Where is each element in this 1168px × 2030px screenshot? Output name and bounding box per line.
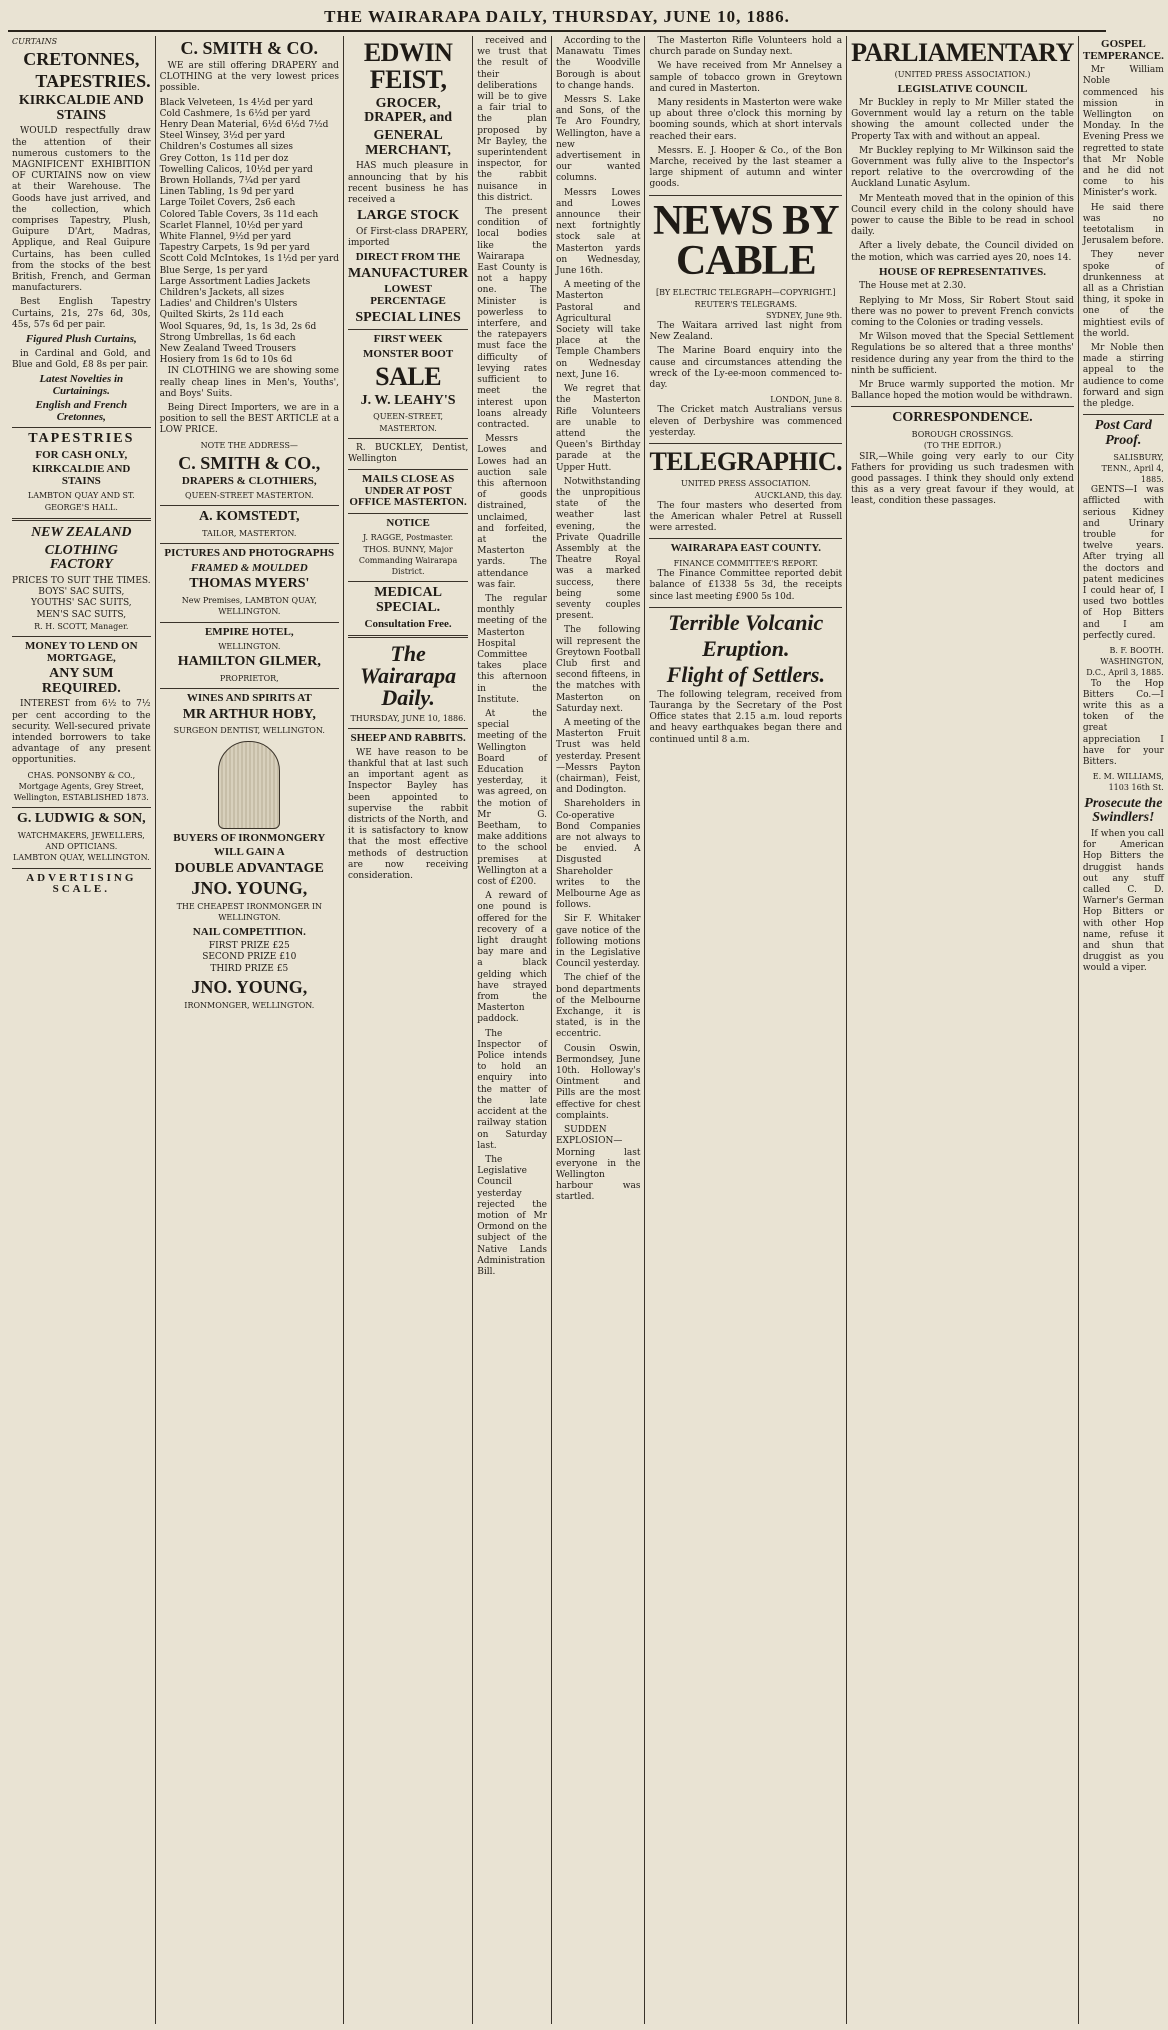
nz-heading: NEW ZEALAND bbox=[31, 524, 132, 540]
clothing-factory-heading: CLOTHING FACTORY bbox=[44, 542, 118, 573]
double-advantage-heading: DOUBLE ADVANTAGE bbox=[174, 860, 324, 876]
hoby-heading: MR ARTHUR HOBY, bbox=[182, 706, 316, 722]
merchant-heading: GENERAL MERCHANT, bbox=[365, 127, 451, 158]
article: Mr Menteath moved that in the opinion of this Council every child in the colony should have power to cause the Bible to be read in school daily. bbox=[851, 193, 1074, 238]
wines-heading: WINES AND SPIRITS AT bbox=[186, 692, 312, 705]
list-item: White Flannel, 9½d per yard bbox=[159, 231, 292, 242]
article: We have received from Mr Annelsey a sample of tobacco grown in Greytown and cured in Masterton. bbox=[649, 61, 843, 94]
smith-price-list bbox=[160, 98, 339, 367]
article: The Masterton Rifle Volunteers hold a church parade on Sunday next. bbox=[649, 36, 843, 58]
divider bbox=[160, 622, 339, 623]
telegraphic-heading: TELEGRAPHIC. bbox=[649, 447, 843, 477]
london-dateline: LONDON, June 8. bbox=[770, 395, 843, 405]
williams-sign: E. M. WILLIAMS, 1103 16th St. bbox=[1092, 772, 1164, 793]
article: At the special meeting of the Wellington Board of Education yesterday, it was agreed, on the motion of Mr G. Beetham, to make additions to the school premises at Wellington at a cost of £200. bbox=[477, 708, 547, 888]
column-4 bbox=[473, 36, 552, 2024]
hoby-sub: SURGEON DENTIST, WELLINGTON. bbox=[173, 726, 325, 736]
lowest-heading: LOWEST PERCENTAGE bbox=[370, 283, 446, 308]
divider bbox=[348, 581, 468, 582]
list-item: Towelling Calicos, 10½d per yard bbox=[159, 164, 313, 175]
article: Messrs Lowes and Lowes had an auction sale this afternoon of goods distrained, unclaimed, and forfeited, at the Masterton yards. The attendance was fair. bbox=[477, 434, 547, 590]
reuter-heading: REUTER'S TELEGRAMS. bbox=[694, 299, 798, 309]
young-sub-2: IRONMONGER, WELLINGTON. bbox=[184, 1000, 315, 1010]
hamilton-heading: HAMILTON GILMER, bbox=[177, 654, 321, 670]
tapestries-ad-heading: TAPESTRIES bbox=[28, 431, 135, 447]
curtains-tag: CURTAINS bbox=[12, 37, 58, 46]
ludwig-subheading: WATCHMAKERS, JEWELLERS, AND OPTICIANS. bbox=[17, 830, 145, 852]
article: Messrs Lowes and Lowes announce their next fortnightly stock sale at Masterton yards on Wednesday, June 16th. bbox=[555, 187, 641, 277]
consultation-heading: Consultation Free. bbox=[364, 617, 452, 630]
list-item: Blue Serge, 1s per yard bbox=[159, 265, 268, 276]
divider bbox=[12, 868, 151, 869]
house-heading: HOUSE OF REPRESENTATIVES. bbox=[879, 265, 1046, 278]
news-by-cable-heading: NEWS BY CABLE bbox=[653, 197, 839, 284]
list-item: Ladies' and Children's Ulsters bbox=[159, 299, 298, 310]
article: A meeting of the Masterton Pastoral and Agricultural Society will take place at the Temple Chambers on Wednesday next, June 16. bbox=[555, 280, 641, 380]
list-item: Quilted Skirts, 2s 11d each bbox=[159, 310, 284, 321]
list-item: Brown Hollands, 7¼d per yard bbox=[159, 175, 301, 186]
special-lines-heading: SPECIAL LINES bbox=[355, 309, 461, 325]
list-item: Large Toilet Covers, 2s6 each bbox=[159, 198, 296, 209]
divider bbox=[649, 195, 842, 196]
ludwig-address: LAMBTON QUAY, WELLINGTON. bbox=[13, 853, 150, 863]
smith-importers: Being Direct Importers, we are in a position to sell the BEST ARTICLE at a LOW PRICE. bbox=[159, 402, 339, 436]
column-1 bbox=[8, 36, 156, 2024]
divider bbox=[348, 329, 468, 330]
booth-sign: B. F. BOOTH. bbox=[1109, 646, 1164, 656]
divider bbox=[348, 513, 468, 514]
advertising-scale: ADVERTISING SCALE. bbox=[26, 871, 137, 896]
article: The following will represent the Greytown Football Club first and second fifteens, in the matches with Masterton on Saturday next. bbox=[555, 625, 641, 714]
gospel-heading: GOSPEL TEMPERANCE. bbox=[1082, 38, 1164, 62]
sheep-heading: SHEEP AND RABBITS. bbox=[350, 732, 466, 745]
flight-heading: Flight of Settlers. bbox=[666, 661, 825, 687]
list-item: Wool Squares, 9d, 1s, 1s 3d, 2s 6d bbox=[159, 321, 317, 332]
borough-crossings: BOROUGH CROSSINGS. bbox=[911, 430, 1014, 440]
clothing-list bbox=[12, 576, 151, 621]
money-heading: MONEY TO LEND ON MORTGAGE, bbox=[25, 639, 138, 664]
framed-heading: FRAMED & MOULDED bbox=[190, 561, 308, 574]
article: A meeting of the Masterton Fruit Trust was held yesterday. Present—Messrs Payton (chairman), Feist, and Dodington. bbox=[555, 717, 641, 796]
list-item: Children's Jackets, all sizes bbox=[159, 287, 285, 298]
prosecute-heading: Prosecute the Swindlers! bbox=[1084, 795, 1163, 826]
postmaster-sign: J. RAGGE, Postmaster. bbox=[362, 533, 454, 543]
list-item: Henry Dean Material, 6½d 6½d 7½d bbox=[159, 119, 329, 130]
list-item: Children's Costumes all sizes bbox=[159, 142, 294, 153]
paper-title: The Wairarapa Daily. bbox=[360, 641, 457, 711]
article: Notwithstanding the unpropitious state of the weather last evening, the Private Quadrille Assembly at the Theatre Royal was a marked success, there being some seventy couples present. bbox=[555, 476, 641, 622]
column-3 bbox=[344, 36, 473, 2024]
column-2 bbox=[156, 36, 344, 2024]
divider bbox=[851, 406, 1074, 407]
bunny-sign: THOS. BUNNY, Major Commanding Wairarapa District. bbox=[358, 544, 458, 576]
ponsonby-sign: CHAS. PONSONBY & CO., Mortgage Agents, Grey Street, Wellington, ESTABLISHED 1873. bbox=[13, 770, 149, 803]
grocer-heading: GROCER, DRAPER, and bbox=[364, 95, 453, 126]
cash-only: FOR CASH ONLY, bbox=[35, 448, 128, 461]
list-item: Steel Winsey, 3½d per yard bbox=[159, 131, 285, 142]
article: Mr Wilson moved that the Special Settlement Regulations be so altered that a three months' residence during any year from the third to the ninth be sufficient. bbox=[851, 332, 1074, 376]
article: We regret that the Masterton Rifle Volunteers are unable to attend the Queen's Birthday parade at the Upper Hutt. bbox=[555, 384, 641, 473]
figured-plush-heading: Figured Plush Curtains, bbox=[25, 333, 137, 346]
smith-heading-2: C. SMITH & CO., bbox=[178, 452, 321, 473]
list-item: THIRD PRIZE £5 bbox=[210, 963, 289, 974]
article: SIR,—While going very early to our City Fathers for providing us such tradesmen with good passages. I think they should only extend this as a very great favour if they would, at least, condition these passages. bbox=[851, 451, 1074, 507]
komstedt-sub: TAILOR, MASTERTON. bbox=[202, 529, 297, 539]
divider bbox=[12, 807, 151, 808]
divider bbox=[649, 607, 842, 608]
smith-note: NOTE THE ADDRESS— bbox=[200, 440, 298, 450]
curtains-body: WOULD respectfully draw the attention of their numerous customers to the MAGNIFICENT EXHIBITION OF CURTAINS now on view at their Warehouse. The Goods have just arrived, and the collection, which comprises Tapestry, Plush, Guipure D'Art, Madras, Applique, and Real Guipure Curtains, has been culled from the stocks of the best British, French, and German manufacturers. bbox=[12, 126, 151, 294]
article: The chief of the bond departments of the Melbourne Exchange, it is stated, is in the eccentric. bbox=[555, 973, 641, 1040]
manufacturer-heading: MANUFACTURER bbox=[347, 265, 469, 281]
gain-heading: WILL GAIN A bbox=[213, 846, 285, 859]
young-sub: THE CHEAPEST IRONMONGER IN WELLINGTON. bbox=[176, 902, 323, 923]
article: A reward of one pound is offered for the recovery of a light draught bay mare and a black gelding which have strayed from the Masterton paddock. bbox=[477, 891, 547, 1025]
bell-illustration bbox=[218, 741, 280, 829]
article: The following telegram, received from Tauranga by the Secretary of the Post Office states that 2.15 a.m. loud reports and heavy earthquakes began there and continued until 8 a.m. bbox=[649, 689, 843, 745]
sheep-body: WE have reason to be thankful that at last such an important agent as Inspector Bayley has been appointed to supervise the rabbit districts of the North, and it is satisfactory to know that the most effective methods of destruction are now receiving consideration. bbox=[347, 747, 469, 882]
divider bbox=[649, 538, 842, 539]
clothing-manager: R. H. SCOTT, Manager. bbox=[34, 621, 129, 631]
divider bbox=[12, 636, 151, 637]
list-item: YOUTHS' SAC SUITS, bbox=[30, 598, 132, 609]
article: Mr Bruce warmly supported the motion. Mr Ballance hoped the motion would be withdrawn. bbox=[851, 380, 1074, 402]
ludwig-heading: G. LUDWIG & SON, bbox=[16, 811, 146, 827]
buckley-ad: R. BUCKLEY, Dentist, Wellington bbox=[347, 442, 469, 464]
kirkcaldie-sign: KIRKCALDIE AND STAINS bbox=[32, 463, 131, 487]
divider bbox=[160, 543, 339, 544]
article: Mr Buckley replying to Mr Wilkinson said the Government was fully alive to the Inspector's report relative to the overcrowding of the Auckland Lunatic Asylum. bbox=[851, 145, 1074, 190]
column-6 bbox=[645, 36, 847, 2024]
smith-heading: C. SMITH & CO. bbox=[180, 38, 319, 58]
list-item: SECOND PRIZE £10 bbox=[202, 952, 297, 963]
list-item: Strong Umbrellas, 1s 6d each bbox=[159, 332, 296, 343]
sydney-dateline: SYDNEY, June 9th. bbox=[765, 310, 843, 320]
divider bbox=[348, 635, 468, 638]
divider bbox=[348, 728, 468, 729]
divider bbox=[1083, 414, 1164, 415]
nail-heading: NAIL COMPETITION. bbox=[192, 925, 306, 938]
money-text: INTEREST from 6½ to 7½ per cent according to the security. Well-secured private intended borrowers to take advantage of any present opportunities. bbox=[12, 699, 151, 766]
article: Cousin Oswin, Bermondsey, June 10th. Holloway's Ointment and Pills are the most effective for chest complaints. bbox=[555, 1043, 641, 1121]
prize-list bbox=[160, 941, 339, 975]
article: Many residents in Masterton were wake up about three o'clock this morning by booming sounds, which at short intervals reached their ears. bbox=[649, 98, 843, 142]
article: The House met at 2.30. bbox=[859, 281, 967, 292]
komstedt-heading: A. KOMSTEDT, bbox=[199, 509, 300, 525]
parliamentary-heading: PARLIAMENTARY bbox=[851, 38, 1074, 67]
article: The Marine Board enquiry into the cause and circumstances attending the wreck of the Ly-ee-moon commenced to-day. bbox=[649, 346, 843, 391]
myers-heading: THOMAS MYERS' bbox=[189, 576, 310, 592]
hamilton-sub: PROPRIETOR, bbox=[219, 673, 279, 683]
article: The Inspector of Police intends to hold an enquiry into the matter of the late accident at the railway station on Saturday last. bbox=[477, 1028, 547, 1151]
list-item: Large Assortment Ladies Jackets bbox=[159, 276, 311, 287]
columns bbox=[8, 36, 1164, 2024]
list-item: Black Velveteen, 1s 4½d per yard bbox=[159, 97, 313, 108]
parliamentary-sub: (UNITED PRESS ASSOCIATION.) bbox=[894, 70, 1031, 80]
kirkcaldie-address: LAMBTON QUAY AND ST. GEORGE'S HALL. bbox=[27, 491, 135, 512]
feist-intro: HAS much pleasure in announcing that by his recent business he has received a bbox=[347, 161, 469, 205]
washington-dateline: WASHINGTON, D.C., April 3, 1885. bbox=[1086, 657, 1164, 678]
divider bbox=[12, 427, 151, 428]
list-item: FIRST PRIZE £25 bbox=[208, 941, 290, 952]
list-item: Scott Cold McIntokes, 1s 1½d per yard bbox=[159, 254, 339, 265]
figured-plush-text: in Cardinal and Gold, and Blue and Gold, £8 8s per pair. bbox=[12, 348, 151, 370]
article: They never spoke of drunkenness at all as a Christian thing, it spoke in one of the mightiest evils of the world. bbox=[1082, 250, 1164, 339]
article: The Legislative Council yesterday rejected the motion of Mr Ormond on the subject of the Native Lands Administration Bill. bbox=[477, 1154, 547, 1277]
tapestries-heading: TAPESTRIES. bbox=[35, 71, 151, 92]
article: SUDDEN EXPLOSION—Morning last everyone in the Wellington harbour was startled. bbox=[555, 1125, 641, 1203]
young-heading: JNO. YOUNG, bbox=[191, 878, 308, 899]
list-item: Hosiery from 1s 6d to 10s 6d bbox=[159, 355, 293, 366]
young-heading-2: JNO. YOUNG, bbox=[191, 976, 308, 997]
article: Mr Buckley in reply to Mr Miller stated the Government would lay a return on the table showing the amount collected under the Property Tax with and without an appeal. bbox=[851, 98, 1074, 142]
postcard-heading: Post Card Proof. bbox=[1094, 418, 1152, 448]
list-item: BOYS' SAC SUITS, bbox=[38, 587, 125, 598]
column-7 bbox=[847, 36, 1079, 2024]
finance-heading: FINANCE COMMITTEE'S REPORT. bbox=[673, 558, 818, 568]
article: The regular monthly meeting of the Masterton Hospital Committee takes place this afternoon in the Institute. bbox=[477, 593, 547, 705]
latest-novelties-heading: Latest Novelties in Curtainings. bbox=[39, 372, 124, 397]
eruption-heading: Eruption. bbox=[702, 635, 790, 661]
buyers-heading: BUYERS OF IRONMONGERY bbox=[173, 831, 326, 844]
notice-heading: NOTICE bbox=[386, 516, 430, 529]
article: GENTS—I was afflicted with serious Kidney and Urinary trouble for twelve years. After trying all the doctors and patent medicines I could hear of, I used two bottles of Hop Bitters and I am perfectly cured. bbox=[1082, 485, 1164, 641]
list-item: PRICES TO SUIT THE TIMES. bbox=[12, 575, 151, 586]
any-sum-heading: ANY SUM REQUIRED. bbox=[41, 666, 121, 696]
auckland-dateline: AUCKLAND, this day. bbox=[754, 490, 843, 500]
article: If when you call for American Hop Bitters the druggist hands out any stuff called C. D. Warner's German Hop Bitters or with other Hop name, refuse it and shun that druggist as you would a viper. bbox=[1082, 829, 1164, 974]
wec-heading: WAIRARAPA EAST COUNTY. bbox=[670, 542, 822, 555]
leahy-address: QUEEN-STREET, MASTERTON. bbox=[373, 412, 444, 433]
direct-heading: DIRECT FROM THE bbox=[355, 251, 461, 264]
smith-address: QUEEN-STREET MASTERTON. bbox=[185, 491, 314, 501]
cretonnes-subheading: English and French Cretonnes, bbox=[35, 399, 128, 423]
drapers-clothiers: DRAPERS & CLOTHIERS, bbox=[181, 474, 317, 487]
leahy-heading: J. W. LEAHY'S bbox=[360, 392, 456, 408]
divider bbox=[160, 688, 339, 689]
list-item: Linen Tabling, 1s 9d per yard bbox=[159, 187, 295, 198]
list-item: New Zealand Tweed Trousers bbox=[159, 343, 297, 354]
article: Shareholders in Co-operative Bond Companies are not always to be envied. A Disgusted Shareholder writes to the Melbourne Age as follows. bbox=[555, 799, 641, 911]
smith-clothing: IN CLOTHING we are showing some really cheap lines in Men's, Youths', and Boys' Suits. bbox=[159, 366, 339, 399]
article: Mr William Noble commenced his mission in Wellington on Monday. In the Evening Press we regretted to state that Mr Noble and he did not come to his Minister's work. bbox=[1082, 65, 1164, 199]
pictures-heading: PICTURES AND PHOTOGRAPHS bbox=[164, 547, 335, 560]
article: The Waitara arrived last night from New Zealand. bbox=[649, 321, 843, 343]
salisbury-dateline: SALISBURY, TENN., April 4, 1885. bbox=[1101, 452, 1164, 484]
list-item: Colored Table Covers, 3s 11d each bbox=[159, 209, 319, 220]
list-item: Tapestry Carpets, 1s 9d per yard bbox=[159, 243, 310, 254]
divider bbox=[12, 518, 151, 521]
correspondence-heading: CORRESPONDENCE. bbox=[892, 410, 1033, 426]
issue-date: THURSDAY, JUNE 10, 1886. bbox=[350, 714, 466, 724]
sale-heading: SALE bbox=[375, 362, 442, 392]
list-item: Grey Cotton, 1s 11d per doz bbox=[159, 153, 289, 164]
divider bbox=[348, 438, 468, 439]
article: The Finance Committee reported debit balance of £1338 5s 3d, the receipts since last meeting £900 5s 10d. bbox=[649, 569, 843, 602]
article: To the Hop Bitters Co.—I write this as a token of the great appreciation I have for your Bitters. bbox=[1082, 678, 1164, 768]
article: received and we trust that the result of their deliberations will be to give a fair trial to the plan proposed by Mr Bayley, the superintendent inspector, for the rabbit nuisance in this district. bbox=[477, 36, 547, 203]
divider bbox=[348, 469, 468, 470]
divider bbox=[649, 443, 842, 444]
large-stock-heading: LARGE STOCK bbox=[357, 208, 460, 224]
mails-heading: MAILS CLOSE AS UNDER AT POST OFFICE MASTERTON. bbox=[349, 473, 467, 509]
cable-copyright: [BY ELECTRIC TELEGRAPH—COPYRIGHT.] bbox=[656, 288, 836, 298]
smith-intro: WE are still offering DRAPERY and CLOTHING at the very lowest prices possible. bbox=[159, 60, 339, 94]
article: After a lively debate, the Council divided on the motion, which was carried ayes 20, noes 14. bbox=[851, 241, 1074, 263]
article: He said there was no teetotalism in Jerusalem before. bbox=[1082, 202, 1164, 247]
article: The present condition of local bodies like the Wairarapa East County is not a happy one. The Minister is powerless to interfere, and the ratepayers must face the difficulty of levying rates sufficient to meet the interest upon loans already contracted. bbox=[477, 207, 547, 430]
article: Sir F. Whitaker gave notice of the following motions in the Legislative Council yesterday. bbox=[555, 914, 641, 970]
myers-sub: New Premises, LAMBTON QUAY, WELLINGTON. bbox=[181, 596, 317, 617]
article: The four masters who deserted from the American whaler Petrel at Russell were arrested. bbox=[649, 500, 843, 534]
article: Messrs S. Lake and Sons, of the Te Aro Foundry, Wellington, have a new advertisement in our wanted columns. bbox=[555, 95, 641, 184]
divider bbox=[160, 505, 339, 506]
medical-heading: MEDICAL SPECIAL. bbox=[374, 585, 442, 615]
cretonnes-heading: CRETONNES, bbox=[23, 49, 140, 70]
list-item: Cold Cashmere, 1s 6½d per yard bbox=[159, 108, 311, 119]
monster-boot-heading: MONSTER BOOT bbox=[363, 347, 454, 360]
curtains-prices: Best English Tapestry Curtains, 21s, 27s 6d, 30s, 45s, 57s 6d per pair. bbox=[12, 297, 151, 330]
to-editor: (TO THE EDITOR.) bbox=[923, 441, 1002, 451]
list-item: MEN'S SAC SUITS, bbox=[36, 609, 127, 620]
telegraphic-sub: UNITED PRESS ASSOCIATION. bbox=[681, 479, 811, 489]
article: Messrs. E. J. Hooper & Co., of the Bon Marche, received by the last steamer a large shipment of autumn and winter goods. bbox=[649, 145, 843, 190]
empire-sub: WELLINGTON. bbox=[218, 642, 281, 652]
article: Replying to Mr Moss, Sir Robert Stout said there was no power to prevent French convicts coming to the Colonies or trading vessels. bbox=[851, 295, 1074, 329]
kirkcaldie-heading: KIRKCALDIE AND STAINS bbox=[18, 92, 144, 123]
council-heading: LEGISLATIVE COUNCIL bbox=[897, 82, 1028, 95]
article: According to the Manawatu Times the Woodville Borough is about to change hands. bbox=[555, 36, 641, 91]
feist-heading: EDWIN FEIST, bbox=[363, 38, 453, 95]
column-8 bbox=[1079, 36, 1168, 2024]
page-masthead: THE WAIRARAPA DAILY, THURSDAY, JUNE 10, 1886. bbox=[8, 6, 1106, 32]
article: Mr Noble then made a stirring appeal to the audience to come forward and sign the pledge. bbox=[1082, 342, 1164, 409]
terrible-heading: Terrible Volcanic bbox=[668, 609, 824, 635]
first-week-heading: FIRST WEEK bbox=[373, 333, 443, 346]
article: The Cricket match Australians versus eleven of Derbyshire was commenced yesterday. bbox=[649, 405, 843, 438]
empire-heading: EMPIRE HOTEL, bbox=[204, 625, 294, 638]
feist-drapery: Of First-class DRAPERY, imported bbox=[347, 226, 469, 249]
list-item: Scarlet Flannel, 10½d per yard bbox=[159, 220, 303, 231]
column-5 bbox=[552, 36, 646, 2024]
